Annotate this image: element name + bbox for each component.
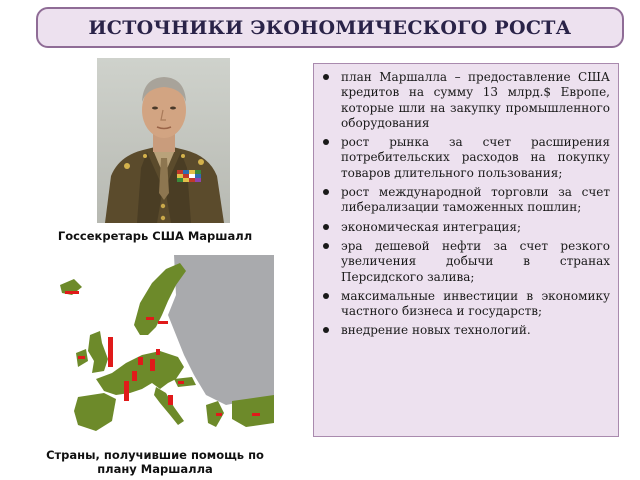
marshall-plan-map	[56, 255, 274, 441]
portrait-caption: Госсекретарь США Маршалл	[57, 229, 253, 243]
bullet-icon	[323, 139, 329, 145]
list-item-text: внедрение новых технологий.	[341, 323, 531, 338]
bullet-icon	[323, 189, 329, 195]
list-item	[320, 135, 610, 181]
sources-list	[314, 64, 618, 339]
slide-title: ИСТОЧНИКИ ЭКОНОМИЧЕСКОГО РОСТА	[88, 16, 572, 39]
list-item	[320, 239, 610, 285]
list-item	[320, 220, 610, 235]
list-item	[320, 185, 610, 216]
map-caption: Страны, получившие помощь по плану Маршалла	[46, 448, 264, 476]
sources-panel	[313, 63, 619, 437]
list-item	[320, 289, 610, 320]
list-item-text: рост рынка за счет расширения потребительских расходов на покупку товаров длительного пользования;	[341, 135, 610, 180]
list-item-text: максимальные инвестиции в экономику частного бизнеса и государств;	[341, 288, 610, 319]
bullet-icon	[323, 327, 329, 333]
list-item-text: рост международной торговли за счет либерализации таможенных пошлин;	[341, 185, 610, 215]
list-item-text: эра дешевой нефти за счет резкого увеличения добычи в странах Персидского залива;	[341, 238, 610, 284]
list-item-text: план Маршалла – предоставление США кредитов на сумму 13 млрд.$ Европе, которые шли на закупку промышленного оборудования	[341, 70, 610, 130]
bullet-icon	[323, 74, 329, 80]
bullet-icon	[323, 224, 329, 230]
title-banner	[36, 7, 624, 48]
list-item	[320, 323, 610, 338]
bullet-icon	[323, 243, 329, 249]
marshall-portrait	[97, 58, 230, 223]
bullet-icon	[323, 293, 329, 299]
list-item-text: экономическая интеграция;	[341, 219, 521, 234]
list-item	[320, 70, 610, 131]
